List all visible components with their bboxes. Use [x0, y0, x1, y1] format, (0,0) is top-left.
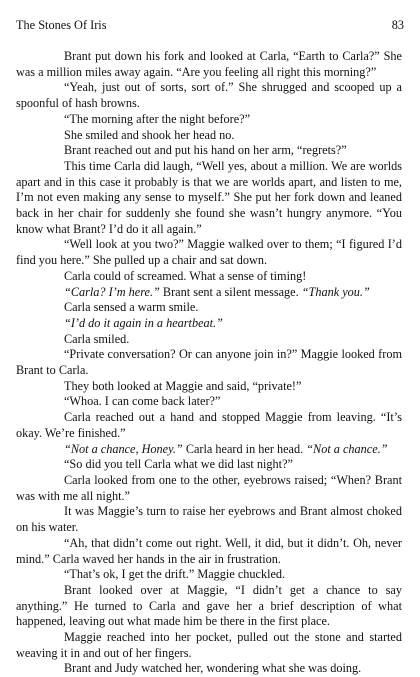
italic-thought: “Not a chance, Honey.” — [64, 441, 183, 456]
italic-thought: “Not a chance.” — [306, 441, 388, 456]
paragraph: Brant and Judy watched her, wondering what she was doing. — [64, 661, 362, 676]
paragraph: She smiled and shook her head no. — [64, 127, 235, 142]
paragraph: “Yeah, just out of sorts, sort of.” She shrugged and scooped up a spoonful of hash browns. — [16, 80, 402, 111]
page-number: 83 — [391, 18, 404, 32]
running-header — [16, 17, 404, 33]
paragraph: Maggie reached into her pocket, pulled out the stone and started weaving it in and out of her fingers. — [16, 630, 402, 660]
page-body — [16, 49, 402, 677]
paragraph: Carla looked from one to the other, eyebrows raised; “When? Brant was with me all night.” — [16, 472, 402, 503]
paragraph: “Ah, that didn’t come out right. Well, it did, but it didn’t. Oh, never mind.” Carla waved her hands in the air in frustration. — [16, 535, 402, 566]
paragraph: They both looked at Maggie and said, “private!” — [64, 378, 302, 393]
paragraph: “Whoa. I can come back later?” — [64, 394, 221, 409]
paragraph: Carla could of screamed. What a sense of timing! — [64, 268, 307, 283]
paragraph: Brant looked over at Maggie, “I didn’t get a chance to say anything.” He turned to Carla and gave her a brief description of what happened, leaving out what made him be there in the first place. — [16, 582, 402, 629]
paragraph: This time Carla did laugh, “Well yes, about a million. We are worlds apart and in this case it probably is that we are worlds apart, and listen to me, I’m not even making any sense to myself.” She put her fork down and leaned back in her chair for suddenly she found she wasn’t hungry anymore. “You know what Brant? I’d do it all again.” — [16, 158, 402, 236]
paragraph: Carla reached out a hand and stopped Maggie from leaving. “It’s okay. We’re finished.” — [16, 410, 402, 440]
paragraph: Carla smiled. — [64, 331, 130, 346]
paragraph-telepathic — [16, 442, 402, 458]
paragraph: Brant put down his fork and looked at Carla, “Earth to Carla?” She was a million miles away again. “Are you feeling all right this morning?” — [16, 49, 402, 79]
narration: Brant sent a silent message. — [159, 284, 302, 299]
paragraph: “So did you tell Carla what we did last night?” — [64, 457, 293, 472]
italic-thought: “Thank you.” — [301, 284, 370, 299]
paragraph-telepathic — [16, 285, 402, 301]
paragraph-telepathic — [16, 316, 402, 332]
book-title: The Stones Of Iris — [16, 18, 107, 32]
paragraph: “Well look at you two?” Maggie walked over to them; “I figured I’d find you here.” She pulled up a chair and sat down. — [16, 237, 402, 268]
paragraph: Brant reached out and put his hand on her arm, “regrets?” — [64, 143, 347, 158]
paragraph: “That’s ok, I get the drift.” Maggie chuckled. — [64, 567, 286, 582]
italic-thought: “Carla? I’m here.” — [64, 284, 160, 299]
paragraph: It was Maggie’s turn to raise her eyebrows and Brant almost choked on his water. — [16, 504, 402, 535]
paragraph: “Private conversation? Or can anyone join in?” Maggie looked from Brant to Carla. — [16, 347, 402, 378]
paragraph: “The morning after the night before?” — [64, 111, 251, 126]
italic-thought: “I’d do it again in a heartbeat.” — [64, 315, 223, 330]
narration: Carla heard in her head. — [182, 441, 307, 456]
paragraph: Carla sensed a warm smile. — [64, 300, 199, 315]
